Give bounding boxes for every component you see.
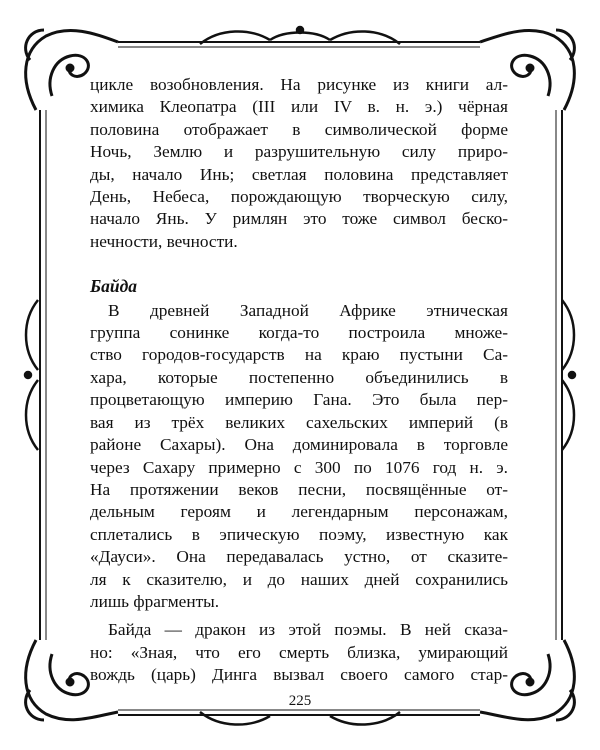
text-line: но: «Зная, что его смерть близка, умирающий [90,642,508,662]
paragraph-baida [90,300,508,614]
text-line: группа сонинке когда-то построила множе- [90,323,508,343]
text-line: через Сахару примерно с 300 по 1076 год н. э. [90,457,508,477]
text-line: вая из трёх великих сахельских империй (в [90,412,508,432]
text-line: химика Клеопатра (III или IV в. н. э.) чёрная [90,97,508,117]
left-side-ornament [25,300,38,450]
paragraph-continuation [90,74,508,253]
text-line: хара, которые постепенно объединились в [90,367,508,387]
text-line: нечности, вечности. [90,231,238,251]
text-line: Ночь, Землю и разрушительную силу приро- [90,142,508,162]
text-line: начало Янь. У римлян это тоже символ беско- [90,209,508,229]
text-line: сплетались в эпическую поэму, известную как [90,524,508,544]
text-line: ство городов-государств на краю пустыни Са- [90,345,508,365]
text-line: ля к сказителю, и до наших дней сохранились [90,569,508,589]
paragraph-last [90,619,508,686]
text-line: процветающую империю Гана. Это была пер- [90,390,508,410]
bottom-center-ornament [200,712,400,725]
text-line: ды, начало Инь; светлая половина представляет [90,164,508,184]
text-line: «Дауси». Она передавалась устно, от сказите- [90,547,508,567]
right-side-ornament [562,300,575,450]
text-line: Байда — дракон из этой поэмы. В ней сказа- [108,620,508,640]
text-line: В древней Западной Африке этническая [108,300,508,320]
text-line: вождь (царь) Динга вызвал своего самого стар- [90,665,508,685]
section-heading: Байда [90,276,138,297]
text-line: На протяжении веков песни, посвящённые от- [90,479,508,499]
text-line: лишь фрагменты. [90,591,220,611]
text-line: половина отображает в символической форме [90,119,508,139]
text-line: День, Небеса, порождающую творческую силу, [90,187,508,207]
text-line: цикле возобновления. На рисунке из книги ал- [90,75,508,94]
page-number: 225 [288,693,312,709]
text-line: дельным героям и легендарным персонажам, [90,502,508,522]
text-line: районе Сахары). Она доминировала в торговле [90,435,508,455]
body-text [90,74,508,687]
